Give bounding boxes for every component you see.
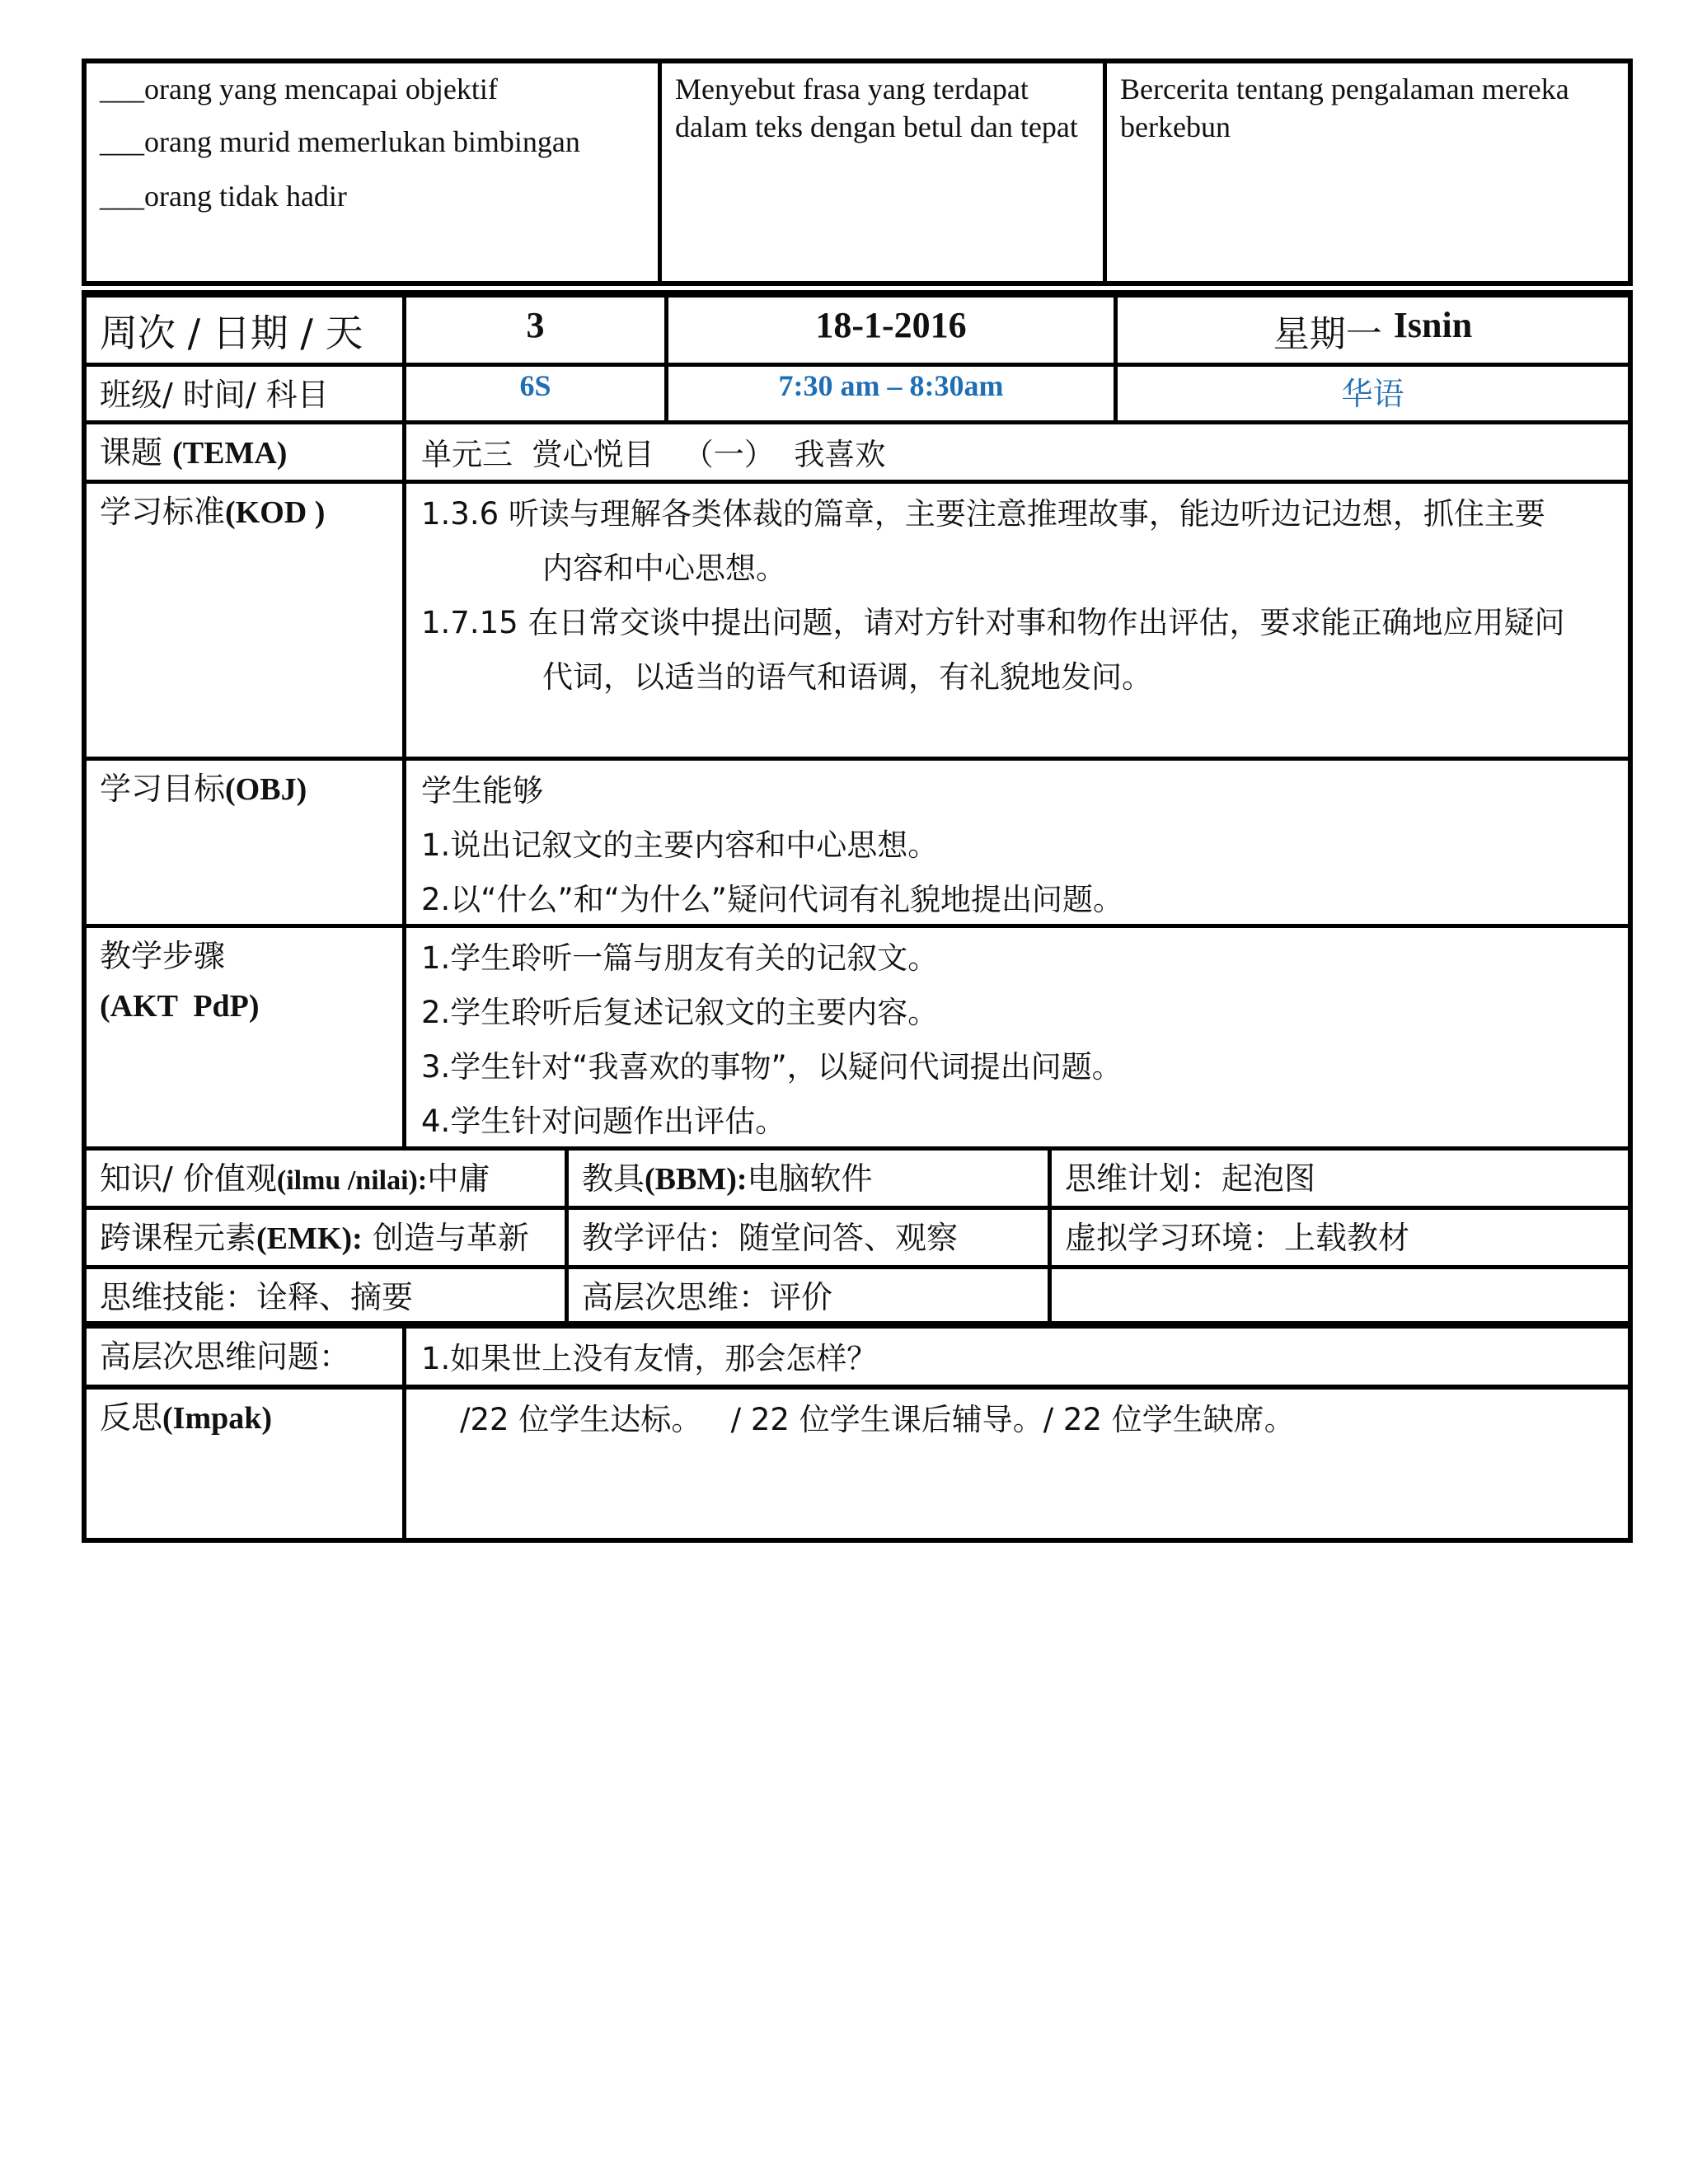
objective-summary-table [82, 59, 1633, 286]
class-name: 6S [406, 367, 668, 420]
subject-name: 华语 [1341, 376, 1404, 412]
kod-label-code: (KOD ) [225, 495, 326, 530]
impak-label-zh: 反思 [100, 1399, 163, 1436]
ilmu-nilai-cell [87, 1151, 569, 1206]
info-row-2 [87, 1210, 1628, 1269]
akt-step-1: 1.学生聆听一篇与朋友有关的记叙文。 [421, 940, 939, 976]
kod-item-1: 1.3.6 听读与理解各类体裁的篇章，主要注意推理故事，能边听边记边想，抓住主要 [421, 496, 1545, 532]
akt-row [87, 928, 1628, 1151]
hots-question-label: 高层次思维问题： [87, 1329, 406, 1385]
attendance-cell [87, 63, 662, 281]
achieved-line: ___orang yang mencapai objektif [100, 73, 498, 105]
class-row [87, 367, 1628, 424]
ilmu-nilai-code: (ilmu /nilai): [276, 1165, 428, 1196]
akt-step-2: 2.学生聆听后复述记叙文的主要内容。 [421, 995, 939, 1030]
assessment-cell: 教学评估：随堂问答、观察 [569, 1210, 1052, 1265]
lesson-date: 18-1-2016 [668, 298, 1118, 363]
tema-label-zh: 课题 [100, 434, 163, 471]
lesson-plan-table [82, 290, 1633, 1543]
tema-row [87, 424, 1628, 484]
objective-phrase-cell: Menyebut frasa yang terdapat dalam teks dengan betul dan tepat [662, 63, 1107, 281]
akt-value [406, 928, 1628, 1146]
impak-label-code: (Impak) [162, 1401, 273, 1436]
lesson-day [1118, 298, 1628, 363]
obj-line-1: 1.说出记叙文的主要内容和中心思想。 [421, 827, 939, 863]
kod-label [87, 484, 406, 757]
thinking-map-cell: 思维计划：起泡图 [1065, 1160, 1316, 1197]
empty-cell [1052, 1269, 1628, 1321]
kod-item-2: 1.7.15 在日常交谈中提出问题，请对方针对事和物作出评估，要求能正确地应用疑问 [421, 605, 1565, 640]
week-label: 周次 / 日期 / 天 [87, 298, 406, 363]
kod-row [87, 484, 1628, 761]
ilmu-nilai-label: 知识/ 价值观 [100, 1160, 277, 1197]
tema-value: 单元三 赏心悦目 （一） 我喜欢 [421, 437, 886, 472]
ilmu-nilai-value: 中庸 [427, 1160, 490, 1197]
lesson-time: 7:30 am – 8:30am [668, 367, 1118, 420]
akt-step-4: 4.学生针对问题作出评估。 [421, 1104, 786, 1139]
hots-level-cell: 高层次思维：评价 [569, 1269, 1052, 1321]
obj-label-code: (OBJ) [225, 772, 307, 807]
kod-label-zh: 学习标准 [100, 494, 226, 530]
activity-story-cell: Bercerita tentang pengalaman mereka berkebun [1120, 73, 1569, 143]
bbm-cell [569, 1151, 1052, 1206]
impak-value: /22 位学生达标。 / 22 位学生课后辅导。/ 22 位学生缺席。 [421, 1402, 1295, 1437]
hots-question-value: 1.如果世上没有友情，那会怎样？ [421, 1341, 878, 1376]
week-row [87, 298, 1628, 367]
kod-value [406, 484, 1628, 757]
tema-label-code: (TEMA) [172, 436, 288, 471]
obj-label [87, 761, 406, 924]
obj-line-2: 2.以“什么”和“为什么”疑问代词有礼貌地提出问题。 [421, 882, 1123, 917]
emk-code: (EMK): [256, 1221, 363, 1256]
thinking-skill-cell: 思维技能：诠释、摘要 [87, 1269, 569, 1321]
bbm-label: 教具 [582, 1160, 645, 1197]
akt-label-zh: 教学步骤 [100, 938, 226, 974]
guidance-line: ___orang murid memerlukan bimbingan [100, 125, 580, 158]
obj-value [406, 761, 1628, 924]
emk-cell [87, 1210, 569, 1265]
day-ms: Isnin [1393, 305, 1473, 345]
akt-label [87, 928, 406, 1146]
obj-label-zh: 学习目标 [100, 771, 226, 807]
bbm-code: (BBM): [645, 1162, 748, 1197]
info-row-3 [87, 1269, 1628, 1329]
kod-item-2-cont: 代词，以适当的语气和语调，有礼貌地发问。 [542, 659, 1152, 695]
vle-cell: 虚拟学习环境：上载教材 [1065, 1220, 1410, 1256]
emk-value: 创造与革新 [362, 1220, 529, 1256]
tema-label [87, 424, 406, 480]
obj-row [87, 761, 1628, 928]
info-row-1 [87, 1151, 1628, 1210]
obj-line-intro: 学生能够 [421, 773, 543, 808]
impak-row [87, 1390, 1628, 1538]
absent-line: ___orang tidak hadir [100, 180, 347, 213]
hots-question-row [87, 1329, 1628, 1390]
impak-label [87, 1390, 406, 1538]
akt-label-code: (AKT PdP) [100, 989, 260, 1024]
akt-step-3: 3.学生针对“我喜欢的事物”，以疑问代词提出问题。 [421, 1049, 1123, 1085]
kod-item-1-cont: 内容和中心思想。 [542, 551, 786, 586]
emk-label: 跨课程元素 [100, 1220, 257, 1256]
class-label: 班级/ 时间/ 科目 [87, 367, 406, 420]
week-number: 3 [406, 298, 668, 363]
bbm-value: 电脑软件 [747, 1160, 873, 1197]
day-zh: 星期一 [1273, 313, 1382, 355]
